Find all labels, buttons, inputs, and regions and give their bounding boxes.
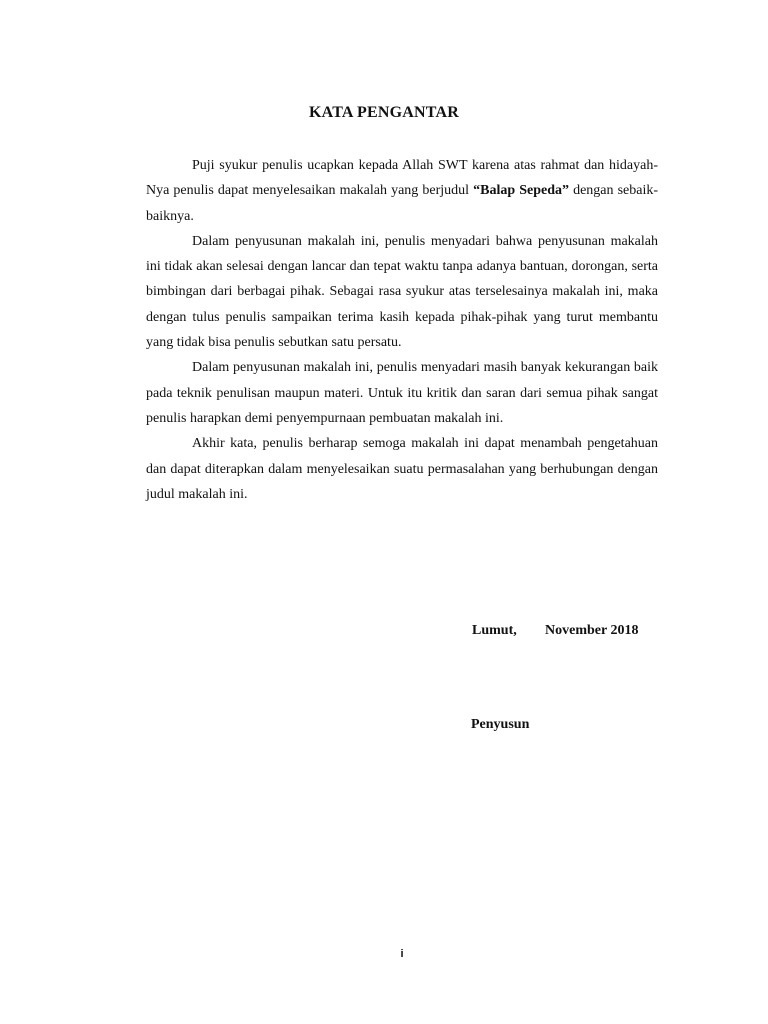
- paragraph-4: Akhir kata, penulis berharap semoga makalah ini dapat menambah pengetahuan dan dapat diterapkan dalam menyelesaikan suatu permasalahan yang berhubungan dengan judul makalah ini.: [146, 436, 658, 502]
- place: Lumut,: [472, 623, 517, 638]
- document-body: [146, 153, 658, 507]
- paper-title-reference: “Balap Sepeda”: [473, 183, 569, 199]
- page-title: KATA PENGANTAR: [309, 104, 459, 121]
- paragraph-1-text: Puji syukur penulis ucapkan kepada Allah SWT karena atas rahmat dan hidayah-Nya penulis dapat menyelesaikan makalah yang berjudul: [146, 158, 658, 199]
- place-date: [472, 623, 638, 639]
- paragraph-3: Dalam penyusunan makalah ini, penulis menyadari masih banyak kekurangan baik pada teknik penulisan maupun materi. Untuk itu kritik dan saran dari semua pihak sangat penulis harapkan demi penyempurnaan pembuatan makalah ini.: [146, 360, 658, 426]
- paragraph-1-ending: dengan sebaik-baiknya.: [146, 183, 659, 224]
- paragraph-2: Dalam penyusunan makalah ini, penulis menyadari bahwa penyusunan makalah ini tidak akan selesai dengan lancar dan tepat waktu tanpa adanya bantuan, dorongan, serta bimbingan dari berbagai pihak. Sebagai rasa syukur atas terselesainya makalah ini, maka dengan tulus penulis sampaikan terima kasih kepada pihak-pihak yang turut membantu yang tidak bisa penulis sebutkan satu persatu.: [146, 233, 658, 351]
- page-number: i: [400, 948, 404, 960]
- paragraph-1: [146, 153, 658, 229]
- date: November 2018: [545, 623, 639, 638]
- author-signature: Penyusun: [471, 717, 530, 732]
